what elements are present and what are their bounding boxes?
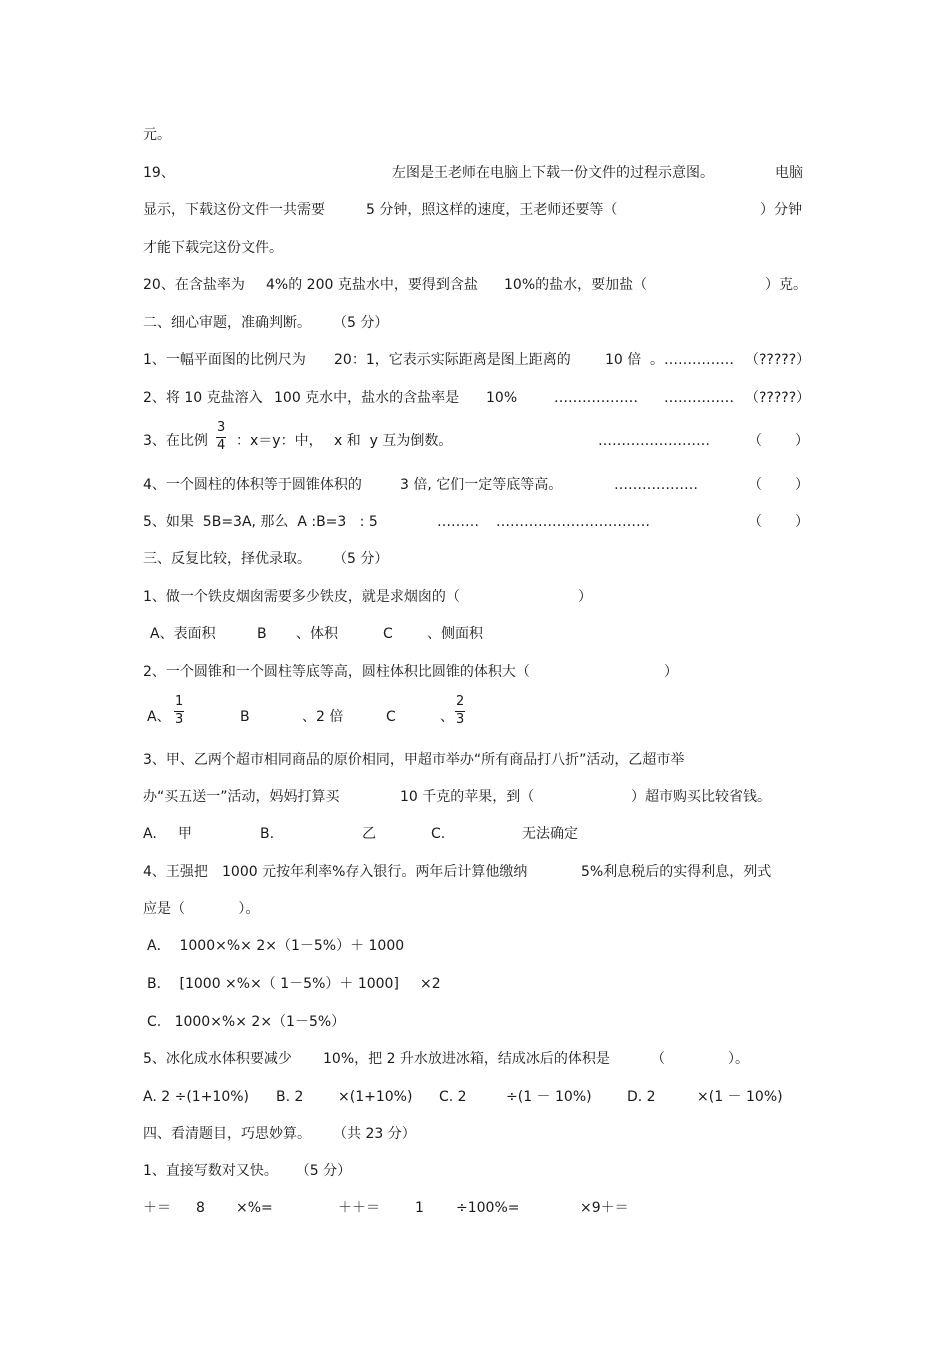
option-a-letter: A. (143, 826, 157, 842)
answer-bracket-open: （ (748, 433, 762, 449)
question-number: 19、 (143, 165, 175, 181)
text-line: 10%的盐水，要加盐（ (504, 277, 648, 293)
section-score: （5 分） (333, 551, 389, 567)
math-item: ＋＋＝ (338, 1200, 380, 1216)
text-line: 4、王强把 (143, 864, 208, 880)
answer-bracket-close: ） (795, 477, 809, 493)
text-line: ）分钟 (760, 202, 802, 218)
text-line: 4%的 200 克盐水中，要得到含盐 (266, 277, 478, 293)
fraction-denominator: 3 (175, 712, 184, 727)
answer-bracket: （?????） (745, 352, 811, 368)
text-line: 10 千克的苹果，到（ (400, 789, 535, 805)
option-a: A、 (147, 709, 171, 725)
text-line: 4、一个圆柱的体积等于圆锥体积的 (143, 477, 362, 493)
text-line: ）。 (728, 1051, 749, 1067)
option-c: C. 1000×%× 2×（1－5%） (147, 1014, 346, 1030)
text-line: 1、直接写数对又快。 （5 分） (143, 1163, 352, 1179)
math-item: ＋＝ (143, 1200, 171, 1216)
answer-bracket-close: ） (795, 433, 809, 449)
text-line: 5%利息税后的实得利息，列式 (581, 864, 772, 880)
option-a: 甲 (178, 826, 192, 842)
section-heading: 四、看清题目，巧思妙算。 (143, 1126, 311, 1142)
option-b: 、体积 (296, 626, 338, 642)
text-line: 20、在含盐率为 (143, 277, 245, 293)
option-b: 、2 倍 (302, 709, 344, 725)
math-item: ÷100%= (456, 1200, 520, 1216)
section-heading: 二、细心审题，准确判断。 (143, 315, 311, 331)
text-line: 10 倍 (605, 352, 642, 368)
answer-bracket-open: （ (748, 477, 762, 493)
fraction (174, 695, 184, 727)
text-line: 才能下载完这份文件。 (143, 240, 283, 256)
option-a: A. 2 ÷(1+10%) (143, 1089, 249, 1105)
answer-bracket-open: （ (748, 514, 762, 530)
text-line: 1000 元按年利率%存入银行。两年后计算他缴纳 (222, 864, 528, 880)
option-a: A、表面积 (150, 626, 216, 642)
text-line: 10%，把 2 升水放进冰箱，结成冰后的体积是 (323, 1051, 610, 1067)
dot-leader: ……… (437, 514, 479, 530)
text-line: （ (651, 1051, 665, 1067)
option-b: ×(1+10%) (338, 1089, 413, 1105)
option-c: 无法确定 (522, 826, 578, 842)
text-line: 应是（ ）。 (143, 901, 260, 917)
math-item: ×%= (236, 1200, 273, 1216)
text-line: 10% (486, 390, 518, 406)
dot-leader: …………………… (598, 433, 710, 449)
section-heading: 三、反复比较，择优录取。 (143, 551, 311, 567)
text-line: 3、甲、乙两个超市相同商品的原价相同，甲超市举办“所有商品打八折”活动，乙超市举 (143, 752, 685, 768)
option-c: 、侧面积 (427, 626, 483, 642)
option-b-letter: B (240, 709, 250, 725)
option-c-letter: C. (431, 826, 446, 842)
text-line: 1、做一个铁皮烟囱需要多少铁皮，就是求烟囱的（ (143, 589, 460, 605)
text-line: 5 分钟，照这样的速度，王老师还要等（ (366, 202, 618, 218)
text-line: ） (664, 664, 678, 680)
fraction-denominator: 4 (217, 438, 226, 453)
text-line: 20：1，它表示实际距离是图上距离的 (334, 352, 571, 368)
text-line: 3、在比例 (143, 433, 208, 449)
dot-leader: ……………… (614, 477, 698, 493)
math-item: 1 (415, 1200, 424, 1216)
option-c: ÷(1 － 10%) (506, 1089, 592, 1105)
option-a: A． 1000×%× 2×（1－5%）＋ 1000 (147, 938, 405, 954)
fraction (216, 421, 226, 453)
option-b-letter: B. (260, 826, 275, 842)
option-d-letter: D. 2 (627, 1089, 656, 1105)
option-b-letter: B (257, 626, 267, 642)
section-score: （5 分） (333, 315, 389, 331)
fraction-denominator: 3 (456, 712, 465, 727)
dot-leader: ……………… (554, 390, 638, 406)
dot-leader: …………… (664, 390, 734, 406)
option-d: ×(1 － 10%) (697, 1089, 783, 1105)
text-line: 电脑 (775, 165, 803, 181)
text-line: 100 克水中，盐水的含盐率是 (274, 390, 460, 406)
dot-leader: …………………………… (496, 514, 650, 530)
math-item: ×9＋＝ (580, 1200, 629, 1216)
fraction-numerator: 3 (217, 420, 226, 435)
text-line: 5、冰化成水体积要减少 (143, 1051, 292, 1067)
text-line: 办“买五送一”活动，妈妈打算买 (143, 789, 340, 805)
dot-leader: 。…………… (650, 352, 734, 368)
option-b-letter: B. 2 (276, 1089, 304, 1105)
option-c: 、 (440, 709, 454, 725)
section-score: （共 23 分） (333, 1126, 416, 1142)
text-line: 2、一个圆锥和一个圆柱等底等高，圆柱体积比圆锥的体积大（ (143, 664, 530, 680)
text-line: ）超市购买比较省钱。 (631, 789, 771, 805)
option-b-tail: ×2 (420, 976, 441, 992)
option-c-letter: C (383, 626, 393, 642)
answer-bracket: （?????） (745, 390, 811, 406)
text-line: 5、如果 5B=3A, 那么 A :B=3 : 5 (143, 514, 378, 530)
option-b: 乙 (362, 826, 376, 842)
text-line: 2、将 10 克盐溶入 (143, 390, 263, 406)
text-line: ） (578, 589, 592, 605)
option-b: B． [1000 ×%×（ 1－5%）＋ 1000] (147, 976, 399, 992)
text-line: 左图是王老师在电脑上下载一份文件的过程示意图。 (392, 165, 714, 181)
text-line: 1、一幅平面图的比例尺为 (143, 352, 306, 368)
fraction-numerator: 1 (175, 694, 184, 709)
answer-bracket-close: ） (795, 514, 809, 530)
fraction-numerator: 2 (456, 694, 465, 709)
text-line: x 和 y 互为倒数。 (334, 433, 453, 449)
math-item: 8 (196, 1200, 205, 1216)
option-c-letter: C. 2 (439, 1089, 467, 1105)
text-line: 3 倍, 它们一定等底等高。 (400, 477, 563, 493)
text-line: 元。 (143, 127, 171, 143)
text-line: ）克。 (765, 277, 807, 293)
fraction (455, 695, 465, 727)
text-line: ：x＝y：中， (236, 433, 323, 449)
text-line: 显示，下载这份文件一共需要 (143, 202, 325, 218)
option-c-letter: C (386, 709, 396, 725)
